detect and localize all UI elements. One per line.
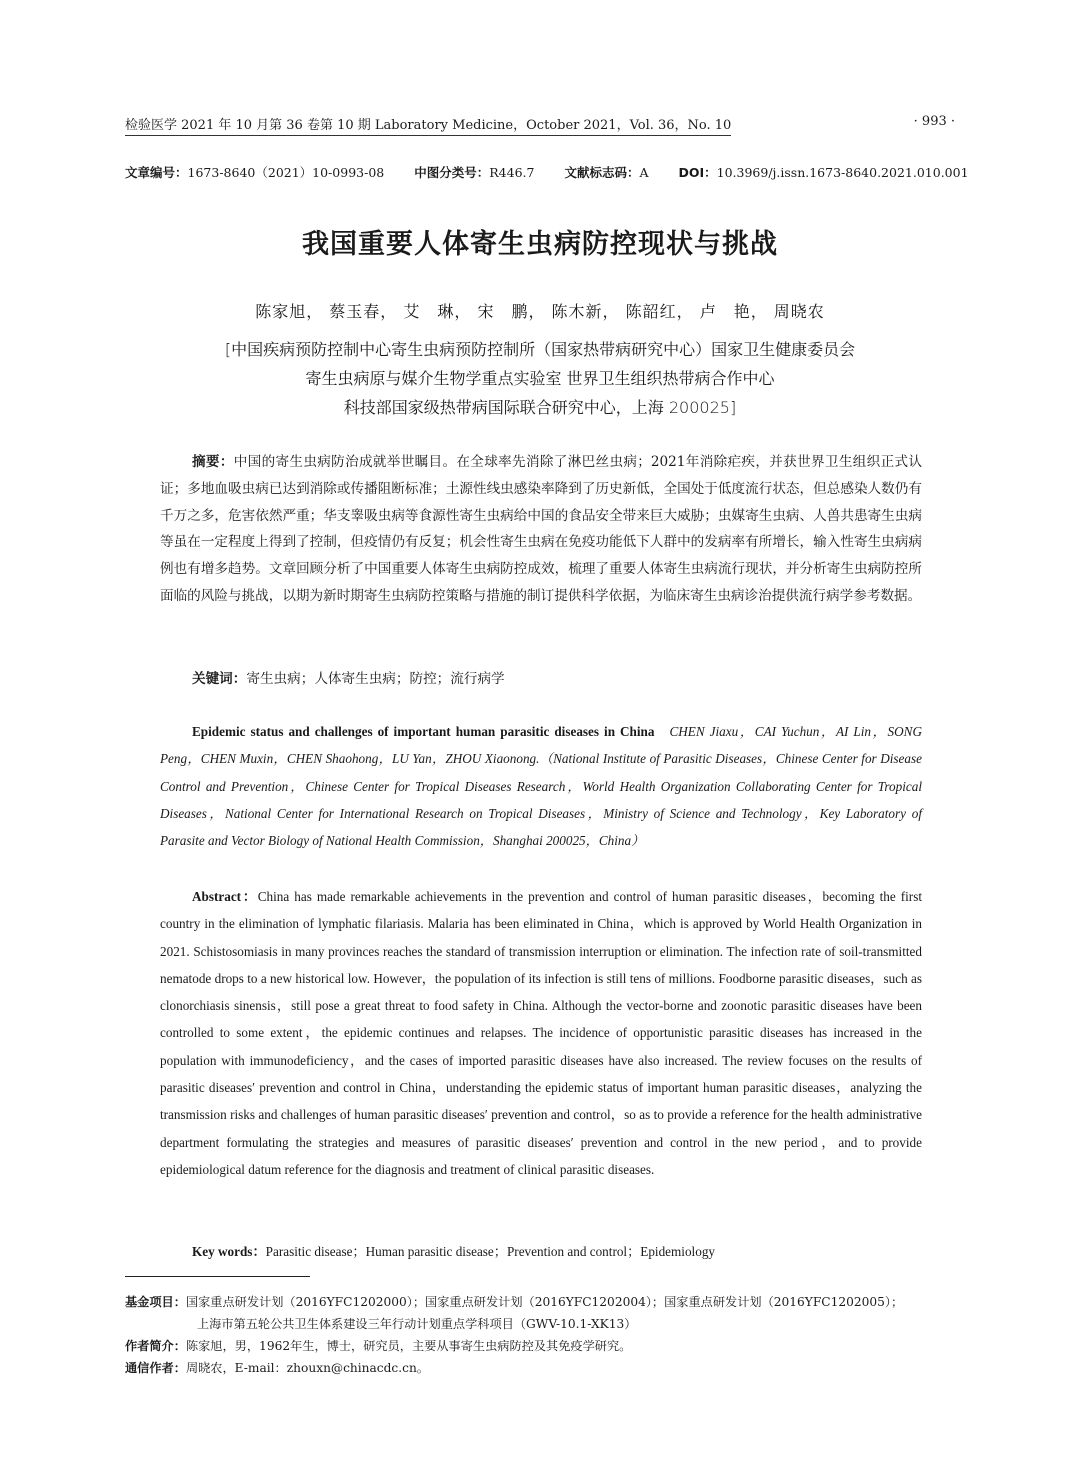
fund-line xyxy=(125,1291,955,1313)
document-code-value: A xyxy=(639,165,649,180)
clc-label: 中图分类号： xyxy=(414,165,490,180)
corresponding-author-text: 周晓农，E-mail：zhouxn@chinacdc.cn。 xyxy=(185,1361,429,1375)
abstract-en-label: Abstract： xyxy=(192,889,258,904)
clc-value: R446.7 xyxy=(489,165,535,180)
clc-number xyxy=(414,165,534,180)
document-code xyxy=(564,165,648,180)
author-bio-text: 陈家旭，男，1962年生，博士，研究员，主要从事寄生虫病防控及其免疫学研究。 xyxy=(185,1339,632,1353)
keywords-cn-text: 寄生虫病；人体寄生虫病；防控；流行病学 xyxy=(246,671,505,687)
author-bio xyxy=(125,1335,955,1357)
page-number: · 993 · xyxy=(913,114,955,129)
english-authors-affiliation: CHEN Jiaxu，CAI Yuchun，AI Lin，SONG Peng，CHEN Muxin，CHEN Shaohong，LU Yan，ZHOU Xiaonong.（National Institute of Parasitic Diseases，Chinese Center for Disease Control and Prevention，Chinese Center for Tropical Diseases Research，World Health Organization Collaborating Center for Tropical Diseases，National Center for International Research on Tropical Diseases，Ministry of Science and Technology，Key Laboratory of Parasite and Vector Biology of National Health Commission，Shanghai 200025，China） xyxy=(160,724,922,849)
article-number-value: 1673-8640（2021）10-0993-08 xyxy=(187,165,385,180)
english-title: Epidemic status and challenges of important human parasitic diseases in China xyxy=(192,724,655,739)
article-number xyxy=(125,165,384,180)
fund-line-continued: 上海市第五轮公共卫生体系建设三年行动计划重点学科项目（GWV-10.1-XK13） xyxy=(197,1317,637,1331)
document-code-label: 文献标志码： xyxy=(564,165,640,180)
abstract-cn-label: 摘要： xyxy=(192,454,234,470)
fund-label: 基金项目： xyxy=(125,1295,186,1309)
abstract-en xyxy=(160,883,922,1183)
article-number-label: 文章编号： xyxy=(125,165,188,180)
footnote-rule xyxy=(125,1276,310,1277)
abstract-cn xyxy=(160,449,922,610)
keywords-en-text: Parasitic disease；Human parasitic disease；Prevention and control；Epidemiology xyxy=(265,1244,716,1259)
abstract-en-text: China has made remarkable achievements in the prevention and control of human parasitic diseases，becoming the first country in the elimination of lymphatic filariasis. Malaria has been eliminated in China，which is approved by World Health Organization in 2021. Schistosomiasis in many provinces reaches the standard of transmission interruption or elimination. The infection rate of soil-transmitted nematode drops to a new historical low. However，the population of its infection is still tens of millions. Foodborne parasitic diseases，such as clonorchiasis sinensis，still pose a great threat to food safety in China. Although the vector-borne and zoonotic parasitic diseases have been controlled to some extent，the epidemic continues and relapses. The incidence of opportunistic parasitic diseases has increased in the population with immunodeficiency，and the cases of imported parasitic diseases have also increased. The review focuses on the results of parasitic diseases′ prevention and control in China，understanding the epidemic status of important human parasitic diseases，analyzing the transmission risks and challenges of human parasitic diseases′ prevention and control，so as to provide a reference for the health administrative department formulating the strategies and measures of parasitic diseases′ prevention and control in the new period，and to provide epidemiological datum reference for the diagnosis and treatment of clinical parasitic diseases. xyxy=(160,889,922,1177)
keywords-cn xyxy=(192,667,922,687)
footnotes xyxy=(125,1291,955,1379)
affiliation-line: 科技部国家级热带病国际联合研究中心，上海 200025] xyxy=(343,398,737,417)
english-title-block xyxy=(160,718,922,854)
doi xyxy=(678,165,968,180)
author-bio-label: 作者简介： xyxy=(125,1339,186,1353)
journal-info: 检验医学 2021 年 10 月第 36 卷第 10 期 Laboratory Medicine，October 2021，Vol. 36，No. 10 xyxy=(125,114,731,136)
abstract-cn-text: 中国的寄生虫病防治成就举世瞩目。在全球率先消除了淋巴丝虫病；2021年消除疟疾，并获世界卫生组织正式认证；多地血吸虫病已达到消除或传播阻断标准；土源性线虫感染率降到了历史新低，全国处于低度流行状态，但总感染人数仍有千万之多，危害依然严重；华支睾吸虫病等食源性寄生虫病给中国的食品安全带来巨大威胁；虫媒寄生虫病、人兽共患寄生虫病等虽在一定程度上得到了控制，但疫情仍有反复；机会性寄生虫病在免疫功能低下人群中的发病率有所增长，输入性寄生虫病病例也有增多趋势。文章回顾分析了中国重要人体寄生虫病防控成效，梳理了重要人体寄生虫病流行现状，并分析寄生虫病防控所面临的风险与挑战，以期为新时期寄生虫病防控策略与措施的制订提供科学依据，为临床寄生虫病诊治提供流行病学参考数据。 xyxy=(160,454,923,604)
article-meta xyxy=(125,163,969,181)
affiliation-line: [中国疾病预防控制中心寄生虫病预防控制所（国家热带病研究中心）国家卫生健康委员会 xyxy=(224,340,856,359)
paper-title: 我国重要人体寄生虫病防控现状与挑战 xyxy=(302,229,778,260)
doi-value: 10.3969/j.issn.1673-8640.2021.010.001 xyxy=(716,165,969,180)
keywords-cn-label: 关键词： xyxy=(192,671,247,687)
keywords-en-label: Key words： xyxy=(192,1244,266,1259)
doi-label: DOI： xyxy=(678,165,717,180)
affiliation xyxy=(0,335,1080,422)
keywords-en xyxy=(192,1241,922,1260)
affiliation-line: 寄生虫病原与媒介生物学重点实验室 世界卫生组织热带病合作中心 xyxy=(305,369,775,388)
fund-text: 国家重点研发计划（2016YFC1202000）；国家重点研发计划（2016YFC1202004）；国家重点研发计划（2016YFC1202005）； xyxy=(185,1295,904,1309)
corresponding-author-label: 通信作者： xyxy=(125,1361,186,1375)
corresponding-author xyxy=(125,1357,955,1379)
running-header xyxy=(125,114,955,136)
author-list: 陈家旭， 蔡玉春， 艾 琳， 宋 鹏， 陈木新， 陈韶红， 卢 艳， 周晓农 xyxy=(255,302,825,321)
